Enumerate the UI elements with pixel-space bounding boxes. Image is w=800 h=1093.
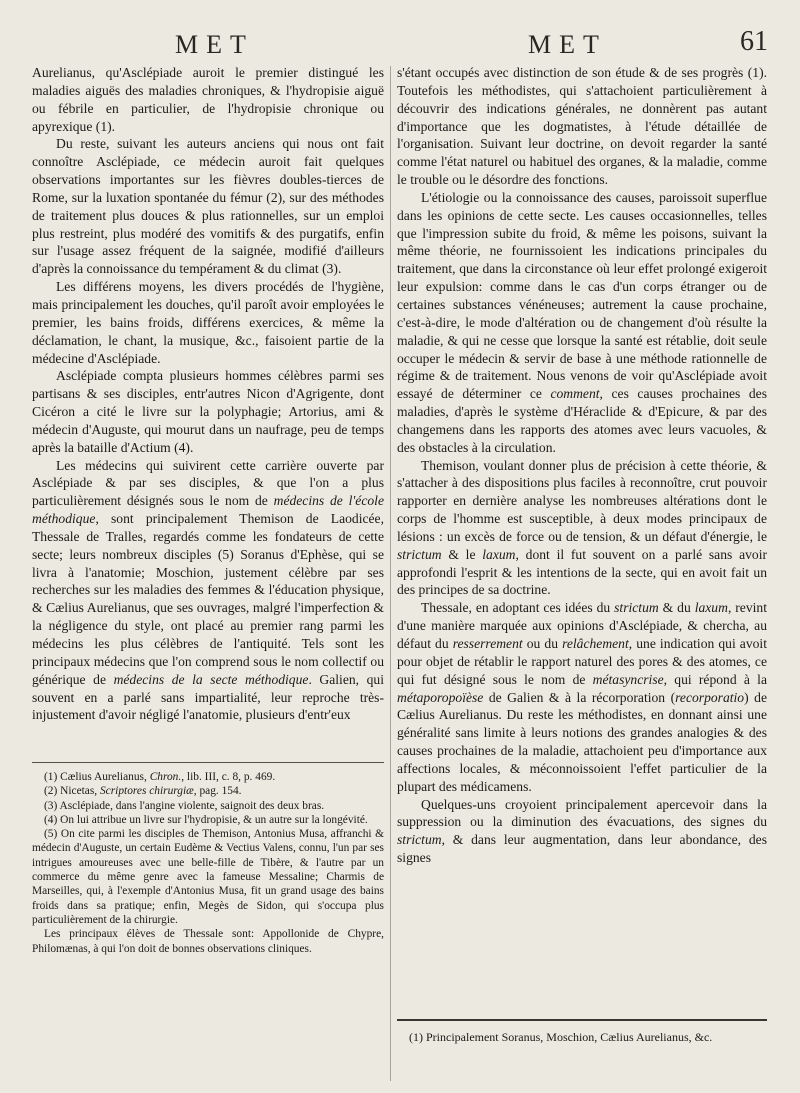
left-column — [32, 64, 384, 724]
footnote — [32, 770, 384, 784]
footnote — [32, 784, 384, 798]
running-head-left: MET — [175, 30, 254, 59]
italic-term: métasyncrise — [592, 671, 664, 687]
text-run: Themison, voulant donner plus de précision à cette théorie, & s'attacher à des dispositions plus faciles à reconnoître, crut pouvoir rapporter en dernière analyse les nombreuses altérations dont le corps de l'homme est susceptible, à deux modes principaux de lésions : un excès de force ou de tension, & un défaut d'énergie, le — [397, 457, 767, 544]
footnote: (5) On cite parmi les disciples de Themison, Antonius Musa, affranchi & médecin d'Auguste, un certain Eudème & Vectius Valens, connu, l'un par ses intrigues amoureuses avec une belle-fille de Tibère, & l'autre par un commerce du même genre avec la fameuse Messaline; Charmis de Marseilles, qui, à l'exemple d'Antonius Musa, fit un grand usage des bains froids dans sa pratique; enfin, Megès de Sidon, qui s'occupa plus particulièrement de la chirurgie. — [32, 828, 384, 926]
paragraph: s'étant occupés avec distinction de son étude & de ses progrès (1). Toutefois les méthodistes, qui s'attachoient particulièrement à découvrir des indications générales, ne donnèrent pas autant d'importance que les dogmatistes, à l'étude détaillée de l'organisation. Suivant leur doctrine, on devoit regarder la santé comme l'état naturel ou habituel des organes, & la maladie, comme le trouble ou le désordre des fonctions. — [397, 65, 767, 188]
text-run: (1) Cælius Aurelianus, — [44, 771, 150, 783]
footnote: Les principaux élèves de Thessale sont: Appollonide de Chypre, Philomænas, à qui l'on doit de bonnes observations cliniques. — [32, 928, 384, 955]
text-run: , dont il fut souvent on a parlé sans avoir approfondi l'esprit & les intentions de la secte, qui en avoit fait un des principes de sa doctrine. — [397, 546, 767, 598]
paragraph — [397, 457, 767, 600]
italic-term: médecins de la secte méthodique — [113, 671, 309, 687]
running-head-right: MET — [528, 30, 607, 59]
text-run: (2) Nicetas, — [44, 785, 100, 798]
right-column — [397, 64, 767, 867]
text-run: , sont principalement Themison de Laodicée, Thessale de Tralles, regardés comme les fondateurs de cette secte; leurs nombreux disciples (5) Soranus d'Ephèse, qui se livra à l'anatomie; Moschion, justement célèbre par ses recherches sur les maladies des femmes & l'éducation physique, & Cælius Aurelianus, que ses ouvrages, malgré l'imperfection & la négligence du style, ont placé au premier rang parmi les médecins les plus célèbres de l'antiquité. Tels sont les principaux médecins que l'on comprend sous le nom collectif ou générique de — [32, 511, 384, 687]
text-run: & du — [658, 600, 695, 616]
column-divider — [390, 66, 391, 1081]
text-run: , ces causes prochaines des maladies, d'après le système d'Héraclide & d'Epicure, & par des changemens dans les rapports des atomes avec leurs vacuoles, & des obstacles à la circulation. — [397, 386, 767, 455]
page-number: 61 — [740, 26, 768, 57]
text-run: L'étiologie ou la connoissance des causes, paroissoit superflue dans les opinions de cette secte. Les causes occasionnelles, telles que l'impression subite du froid, & même les poisons, suivant la même théorie, ne fournissoient les indications principales du traitement, que dans la circonstance où leur effet prolongé exigeroit leur expulsion: comme dans le cas d'un corps étranger ou de certaines substances vénéneuses; autrement la cause prochaine, c'est-à-dire, le mode d'altération ou de changement d'où résulte la maladie, & qui ne cesse que lorsque la santé est rétablie, doit seule occuper le médecin & servir de base à une méthode rationnelle de régime & de traitement. Nous venons de voir qu'Asclépiade avoit essayé de déterminer ce — [397, 189, 767, 402]
paragraph — [32, 457, 384, 725]
italic-term: médecins de l'école méthodique — [32, 493, 384, 527]
italic-term: Scriptores chirurgiæ — [99, 785, 194, 798]
italic-term: laxum — [482, 546, 516, 562]
text-run: , qui répond à la — [663, 671, 767, 687]
footnotes-left — [32, 770, 384, 956]
italic-term: métaporopoïèse — [397, 689, 484, 705]
text-run: de Galien & à la récorporation ( — [483, 689, 676, 705]
italic-term: laxum — [694, 600, 728, 616]
footnote-rule-right — [397, 1019, 767, 1021]
footnote: (1) Principalement Soranus, Moschion, Cælius Aurelianus, &c. — [409, 1030, 713, 1044]
text-run: . Galien, qui souvent en a parlé sans impartialité, leur reproche très-injustement d'avoir négligé l'anatomie, plusieurs d'entr'eux — [32, 671, 384, 723]
text-run: Quelques-uns croyoient principalement apercevoir dans la suppression ou la diminution des évacuations, des signes du — [397, 796, 767, 830]
italic-term: strictum — [397, 546, 442, 562]
text-run: , pag. 154. — [193, 785, 242, 798]
paragraph: Asclépiade compta plusieurs hommes célèbres parmi ses partisans & ses disciples, entr'autres Nicon d'Agrigente, dont Cicéron a cité le livre sur la polyphagie; Artorius, ami & médecin d'Auguste, qui mourut dans un naufrage, peu de temps après la bataille d'Actium (4). — [32, 368, 384, 455]
italic-term: comment — [550, 386, 600, 402]
footnote: (3) Asclépiade, dans l'angine violente, saignoit des deux bras. — [44, 799, 325, 812]
paragraph — [397, 796, 767, 867]
text-run: ) de Cælius Aurelianus. Du reste les méthodistes, en donnant ainsi une généralité sans limite à leurs notions des grandes analogies & des causes prochaines de la maladie, attachoient peu d'importance aux affections locales, & méconnoissoient l'effet particulier de la plupart des médicamens. — [397, 689, 767, 794]
paragraph: Aurelianus, qu'Asclépiade auroit le premier distingué les maladies aiguës des maladies chroniques, & l'hydropisie aiguë ou fébrile en particulier, de l'hydropisie chronique ou apyrexique (1). — [32, 65, 384, 134]
text-run: & le — [441, 546, 483, 562]
text-run: , revint d'une manière marquée aux opinions d'Asclépiade, & chercha, au défaut du — [397, 600, 767, 651]
paragraph — [397, 189, 767, 457]
paragraph: Du reste, suivant les auteurs anciens qui nous ont fait connoître Asclépiade, ce médecin auroit fait quelques observations importantes sur les fièvres doubles-tierces de Rome, sur la luxation spontanée du fémur (2), sur des méthodes de traitement plus douces & plus rationnelles, sur un emploi plus restreint, plus modéré des vomitifs & des purgatifs, enfin sur l'usage assez fréquent de la saignée, modifié d'ailleurs d'après la connoissance du tempérament & du climat (3). — [32, 136, 384, 277]
text-run: , une indication qui avoit pour objet de rétablir le rapport naturel des pores & des atomes, ce qui fut désigné sous le nom de — [397, 636, 767, 687]
footnote: (4) On lui attribue un livre sur l'hydropisie, & un autre sur la longévité. — [44, 813, 368, 826]
italic-term: resserrement — [452, 636, 523, 651]
italic-term: Chron. — [149, 771, 182, 783]
italic-term: strictum — [614, 600, 659, 616]
italic-term: recorporatio — [675, 689, 745, 705]
footnotes-right — [397, 1030, 767, 1044]
italic-term: strictum — [397, 832, 442, 848]
text-run: Les médecins qui suivirent cette carrière ouverte par Asclépiade & par ses disciples, & que l'on a plus particulièrement désignés sous le nom de — [32, 457, 384, 509]
text-run: Thessale, en adoptant ces idées du — [421, 600, 615, 616]
paragraph: Les différens moyens, les divers procédés de l'hygiène, mais principalement les douches, qu'il paroît avoir employées le premier, les bains froids, différens exercices, & même la déclamation, le chant, la musique, &c., faisoient partie de la médecine d'Asclépiade. — [32, 279, 384, 366]
footnote-rule-left — [32, 762, 384, 763]
text-run: , lib. III, c. 8, p. 469. — [181, 771, 276, 783]
text-run: , & dans leur augmentation, dans leur abondance, des signes — [397, 832, 767, 866]
text-run: ou du — [522, 636, 563, 651]
italic-term: relâchement — [562, 636, 629, 651]
paragraph — [397, 599, 767, 795]
